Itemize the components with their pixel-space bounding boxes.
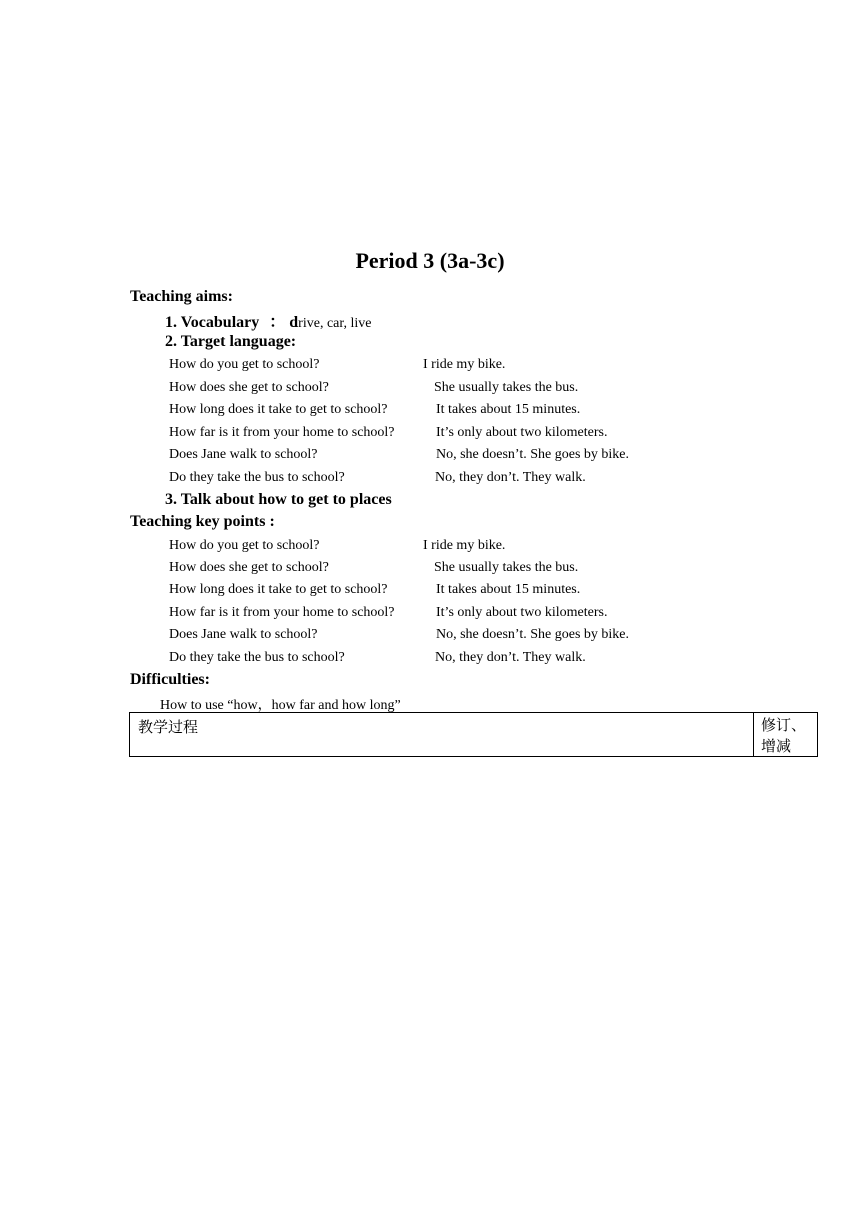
- talk-about-places: 3. Talk about how to get to places: [165, 491, 392, 508]
- revision-cell: [754, 713, 817, 756]
- key-row-question: How far is it from your home to school?: [169, 605, 395, 620]
- target-row-answer: It’s only about two kilometers.: [436, 425, 608, 440]
- key-row-answer: It takes about 15 minutes.: [436, 582, 581, 597]
- key-points-heading: Teaching key points :: [130, 513, 275, 530]
- vocabulary-label: 1. Vocabulary: [165, 314, 260, 331]
- vocabulary-words: rive, car, live: [298, 316, 372, 331]
- target-row-answer: No, she doesn’t. She goes by bike.: [436, 447, 629, 462]
- difficulties-text: How to use “how，how far and how long”: [160, 698, 401, 713]
- target-row-question: How do you get to school?: [169, 357, 320, 372]
- target-row-question: How long does it take to get to school?: [169, 402, 388, 417]
- target-row-answer: I ride my bike.: [423, 357, 506, 372]
- key-row-answer: I ride my bike.: [423, 538, 506, 553]
- key-row-answer: No, she doesn’t. She goes by bike.: [436, 627, 629, 642]
- key-row-question: How does she get to school?: [169, 560, 329, 575]
- target-row-answer: It takes about 15 minutes.: [436, 402, 581, 417]
- target-row-question: How does she get to school?: [169, 380, 329, 395]
- vocabulary-first-letter: d: [289, 314, 299, 331]
- teaching-aims-heading: Teaching aims:: [130, 288, 233, 305]
- key-row-question: Do they take the bus to school?: [169, 650, 345, 665]
- target-row-answer: She usually takes the bus.: [434, 380, 579, 395]
- target-row-question: Do they take the bus to school?: [169, 470, 345, 485]
- page-title: Period 3 (3a-3c): [355, 248, 505, 273]
- key-row-answer: She usually takes the bus.: [434, 560, 579, 575]
- vocabulary-separator: ：: [269, 314, 286, 331]
- target-language-heading: 2. Target language:: [165, 333, 297, 350]
- target-row-answer: No, they don’t. They walk.: [435, 470, 586, 485]
- revision-label-line2: 增减: [761, 737, 792, 755]
- teaching-process-cell: 教学过程: [130, 713, 754, 756]
- key-row-answer: It’s only about two kilometers.: [436, 605, 608, 620]
- teaching-process-table: [129, 712, 818, 757]
- revision-label-line1: 修订、: [761, 716, 807, 734]
- difficulties-heading: Difficulties:: [130, 671, 210, 688]
- key-row-question: Does Jane walk to school?: [169, 627, 318, 642]
- key-row-question: How do you get to school?: [169, 538, 320, 553]
- key-row-answer: No, they don’t. They walk.: [435, 650, 586, 665]
- vocabulary-line: [165, 309, 371, 332]
- target-row-question: How far is it from your home to school?: [169, 425, 395, 440]
- target-row-question: Does Jane walk to school?: [169, 447, 318, 462]
- key-row-question: How long does it take to get to school?: [169, 582, 388, 597]
